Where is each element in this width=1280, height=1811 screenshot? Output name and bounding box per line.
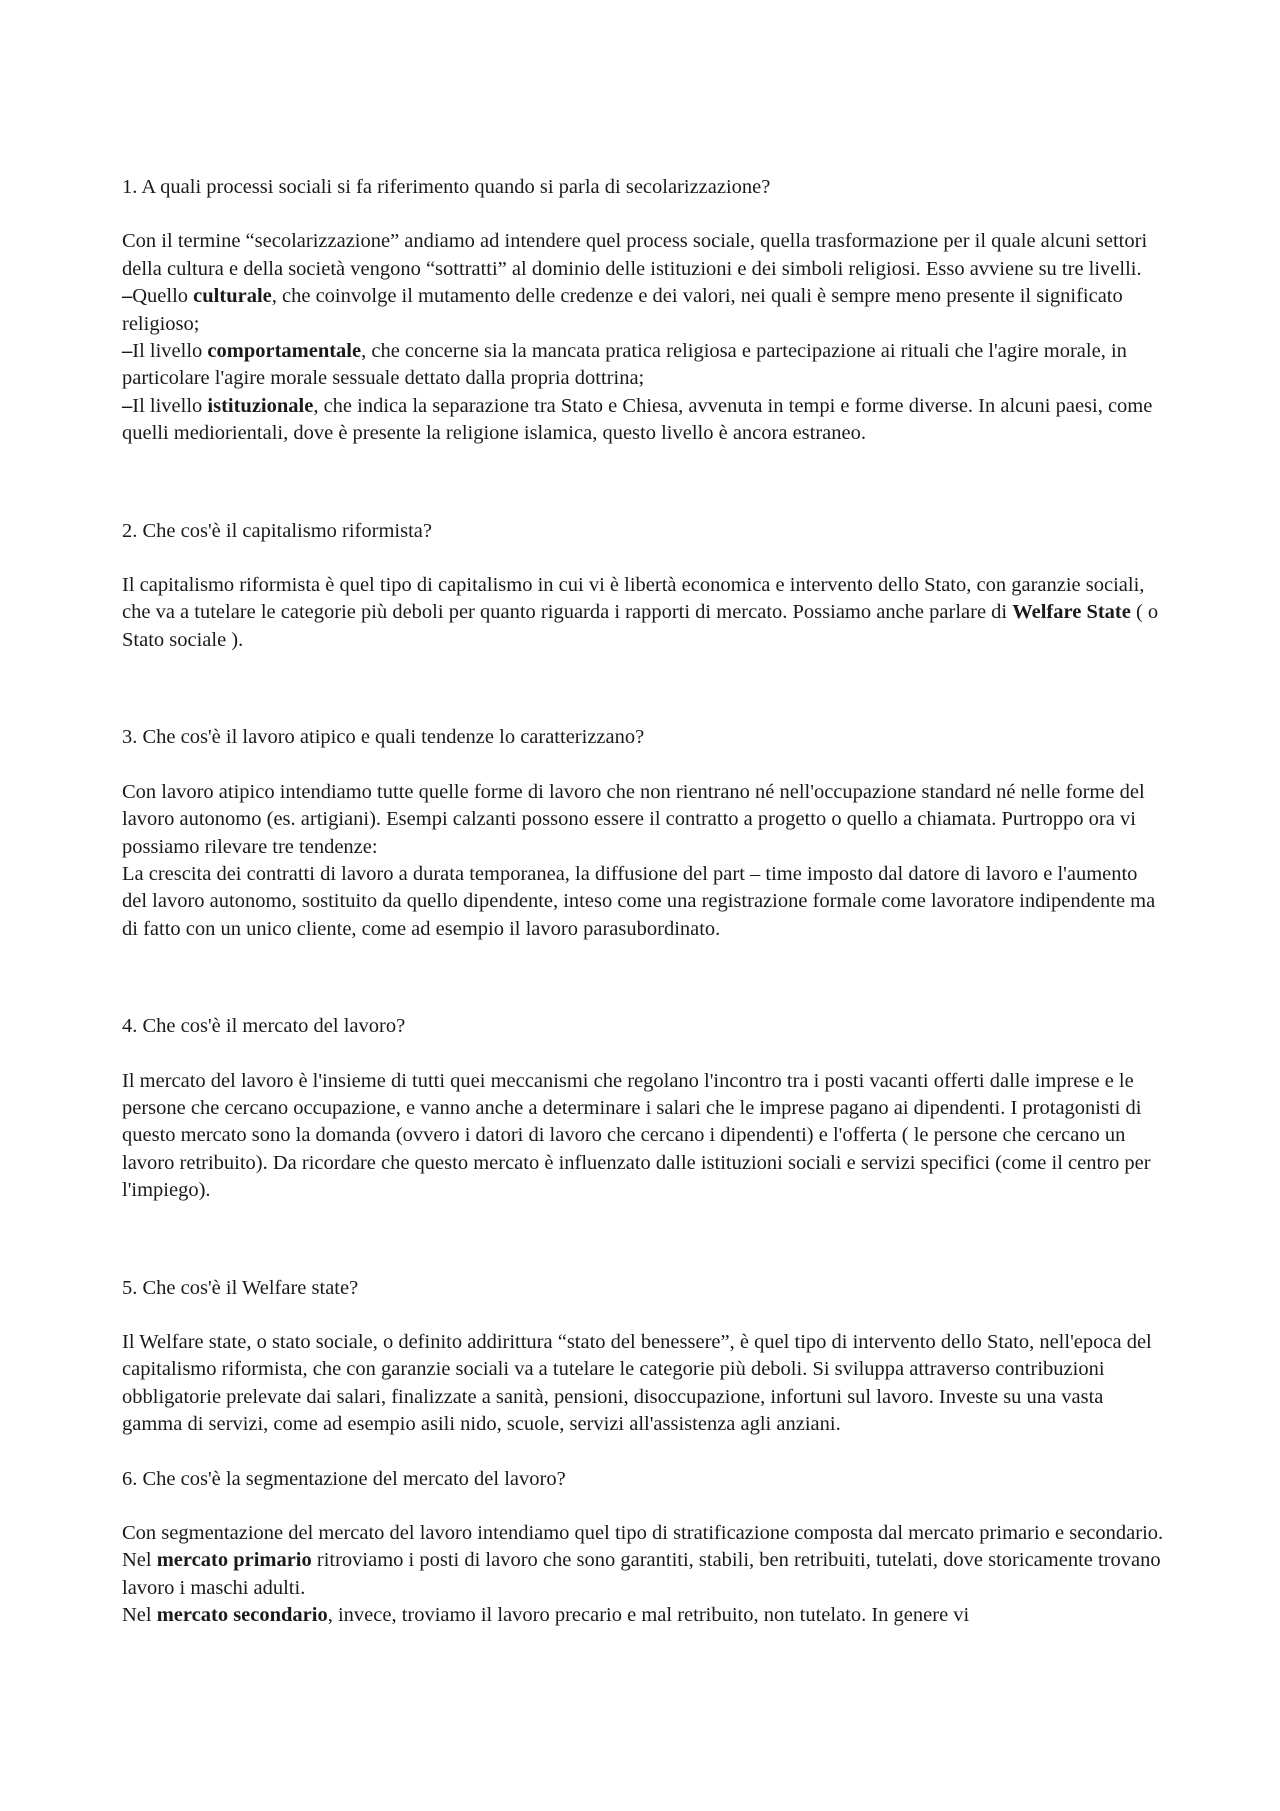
answer-text: , invece, troviamo il lavoro precario e mal retribuito, non tutelato. In genere vi [327,1604,970,1627]
section-4 [122,1013,1167,1204]
question-heading: 2. Che cos'è il capitalismo riformista? [122,519,432,542]
answer-block [122,1068,1167,1205]
list-item-text: , che indica la separazione tra Stato e Chiesa, avvenuta in tempi e forme diverse. In alcuni paesi, come quelli mediorientali, dove è presente la religione islamica, questo livello è ancora estraneo. [122,394,1153,445]
section-gap [122,1439,1167,1466]
list-item [122,283,1167,338]
section-gap [122,654,1167,724]
question-heading: 4. Che cos'è il mercato del lavoro? [122,1015,406,1038]
section-gap [122,1205,1167,1275]
dash-bullet: – [122,285,133,308]
answer-block [122,1329,1167,1439]
question-heading: 1. A quali processi sociali si fa riferimento quando si parla di secolarizzazione? [122,176,771,198]
answer-paragraph [122,1602,1167,1629]
answer-paragraph: Con lavoro atipico intendiamo tutte quelle forme di lavoro che non rientrano né nell'occupazione standard né nelle forme del lavoro autonomo (es. artigiani). Esempi calzanti possono essere il contratto a progetto o quello a chiamata. Purtroppo ora vi possiamo rilevare tre tendenze: [122,780,1145,858]
answer-text: ritroviamo i posti di lavoro che sono garantiti, stabili, ben retribuiti, tutelati, dove storicamente trovano lavoro i maschi adulti. [122,1549,1161,1599]
list-item [122,338,1167,393]
section-gap [122,943,1167,1013]
answer-paragraph: Il Welfare state, o stato sociale, o definito addirittura “stato del benessere”, è quel tipo di intervento dello Stato, nell'epoca del capitalismo riformista, che con garanzie sociali va a tutelare le categorie più deboli. Si sviluppa attraverso contribuzioni obbligatorie prelevate dai salari, finalizzate a sanità, pensioni, disoccupazione, infortuni sul lavoro. Investe su una vasta gamma di servizi, come ad esempio asili nido, scuole, servizi all'assistenza agli anziani. [122,1330,1152,1436]
bold-term: comportamentale [207,340,362,363]
bold-term: Welfare State [1012,601,1131,624]
answer-paragraph: Il mercato del lavoro è l'insieme di tutti quei meccanismi che regolano l'incontro tra i posti vacanti offerti dalle imprese e le persone che cercano occupazione, e vanno anche a determinare i salari che le imprese pagano ai dipendenti. I protagonisti di questo mercato sono la domanda (ovvero i datori di lavoro che cercano i dipendenti) e l'offerta ( le persone che cercano un lavoro retribuito). Da ricordare che questo mercato è influenzato dalle istituzioni sociali e servizi specifici (come il centro per l'impiego). [122,1069,1151,1202]
section-3 [122,724,1167,943]
answer-paragraph [122,1520,1167,1602]
answer-text: Con segmentazione del mercato del lavoro intendiamo quel tipo di stratificazione composta dal mercato primario e secondario. Nel [122,1522,1164,1572]
section-1 [122,174,1167,448]
answer-text: Nel [122,1604,157,1627]
answer-text: Il capitalismo riformista è quel tipo di capitalismo in cui vi è libertà economica e intervento dello Stato, con garanzie sociali, che va a tutelare le categorie più deboli per quanto riguarda i rapporti di mercato. Possiamo anche parlare di [122,574,1145,624]
list-item-text: , che coinvolge il mutamento delle credenze e dei valori, nei quali è sempre meno presente il significato religioso; [122,285,1123,335]
document-body [122,174,1167,1630]
list-item-text: Il livello [132,394,208,417]
section-6 [122,1466,1167,1630]
answer-text: ( o Stato sociale ). [122,601,1159,651]
question-heading: 3. Che cos'è il lavoro atipico e quali tendenze lo caratterizzano? [122,726,645,749]
list-item-text: Il livello [132,340,208,363]
bold-term: mercato secondario [156,1604,328,1627]
answer-paragraph: Con il termine “secolarizzazione” andiamo ad intendere quel process sociale, quella trasformazione per il quale alcuni settori della cultura e della società vengono “sottratti” al dominio delle istituzioni e dei simboli religiosi. Esso avviene su tre livelli. [122,230,1148,280]
answer-paragraph: La crescita dei contratti di lavoro a durata temporanea, la diffusione del part – time imposto dal datore di lavoro e l'aumento del lavoro autonomo, sostituito da quello dipendente, inteso come una registrazione formale come lavoratore indipendente ma di fatto con un unico cliente, come ad esempio il lavoro parasubordinato. [122,862,1156,940]
list-item-text: Quello [132,285,194,308]
question-heading: 5. Che cos'è il Welfare state? [122,1276,359,1299]
answer-block [122,779,1167,943]
section-2 [122,518,1167,655]
list-item-text: , che concerne sia la mancata pratica religiosa e partecipazione ai rituali che l'agire morale, in particolare l'agire morale sessuale dettato dalla propria dottrina; [122,340,1127,390]
bold-term: culturale [193,285,272,308]
dash-bullet: – [122,394,133,417]
answer-block [122,572,1167,654]
answer-block [122,228,1167,447]
answer-block [122,1520,1167,1630]
bold-term: istituzionale [207,394,314,417]
bold-term: mercato primario [156,1549,312,1572]
question-heading: 6. Che cos'è la segmentazione del mercato del lavoro? [122,1467,566,1490]
answer-paragraph [122,572,1167,654]
section-gap [122,448,1167,518]
list-item [122,393,1167,448]
section-5 [122,1275,1167,1439]
dash-bullet: – [122,340,133,363]
